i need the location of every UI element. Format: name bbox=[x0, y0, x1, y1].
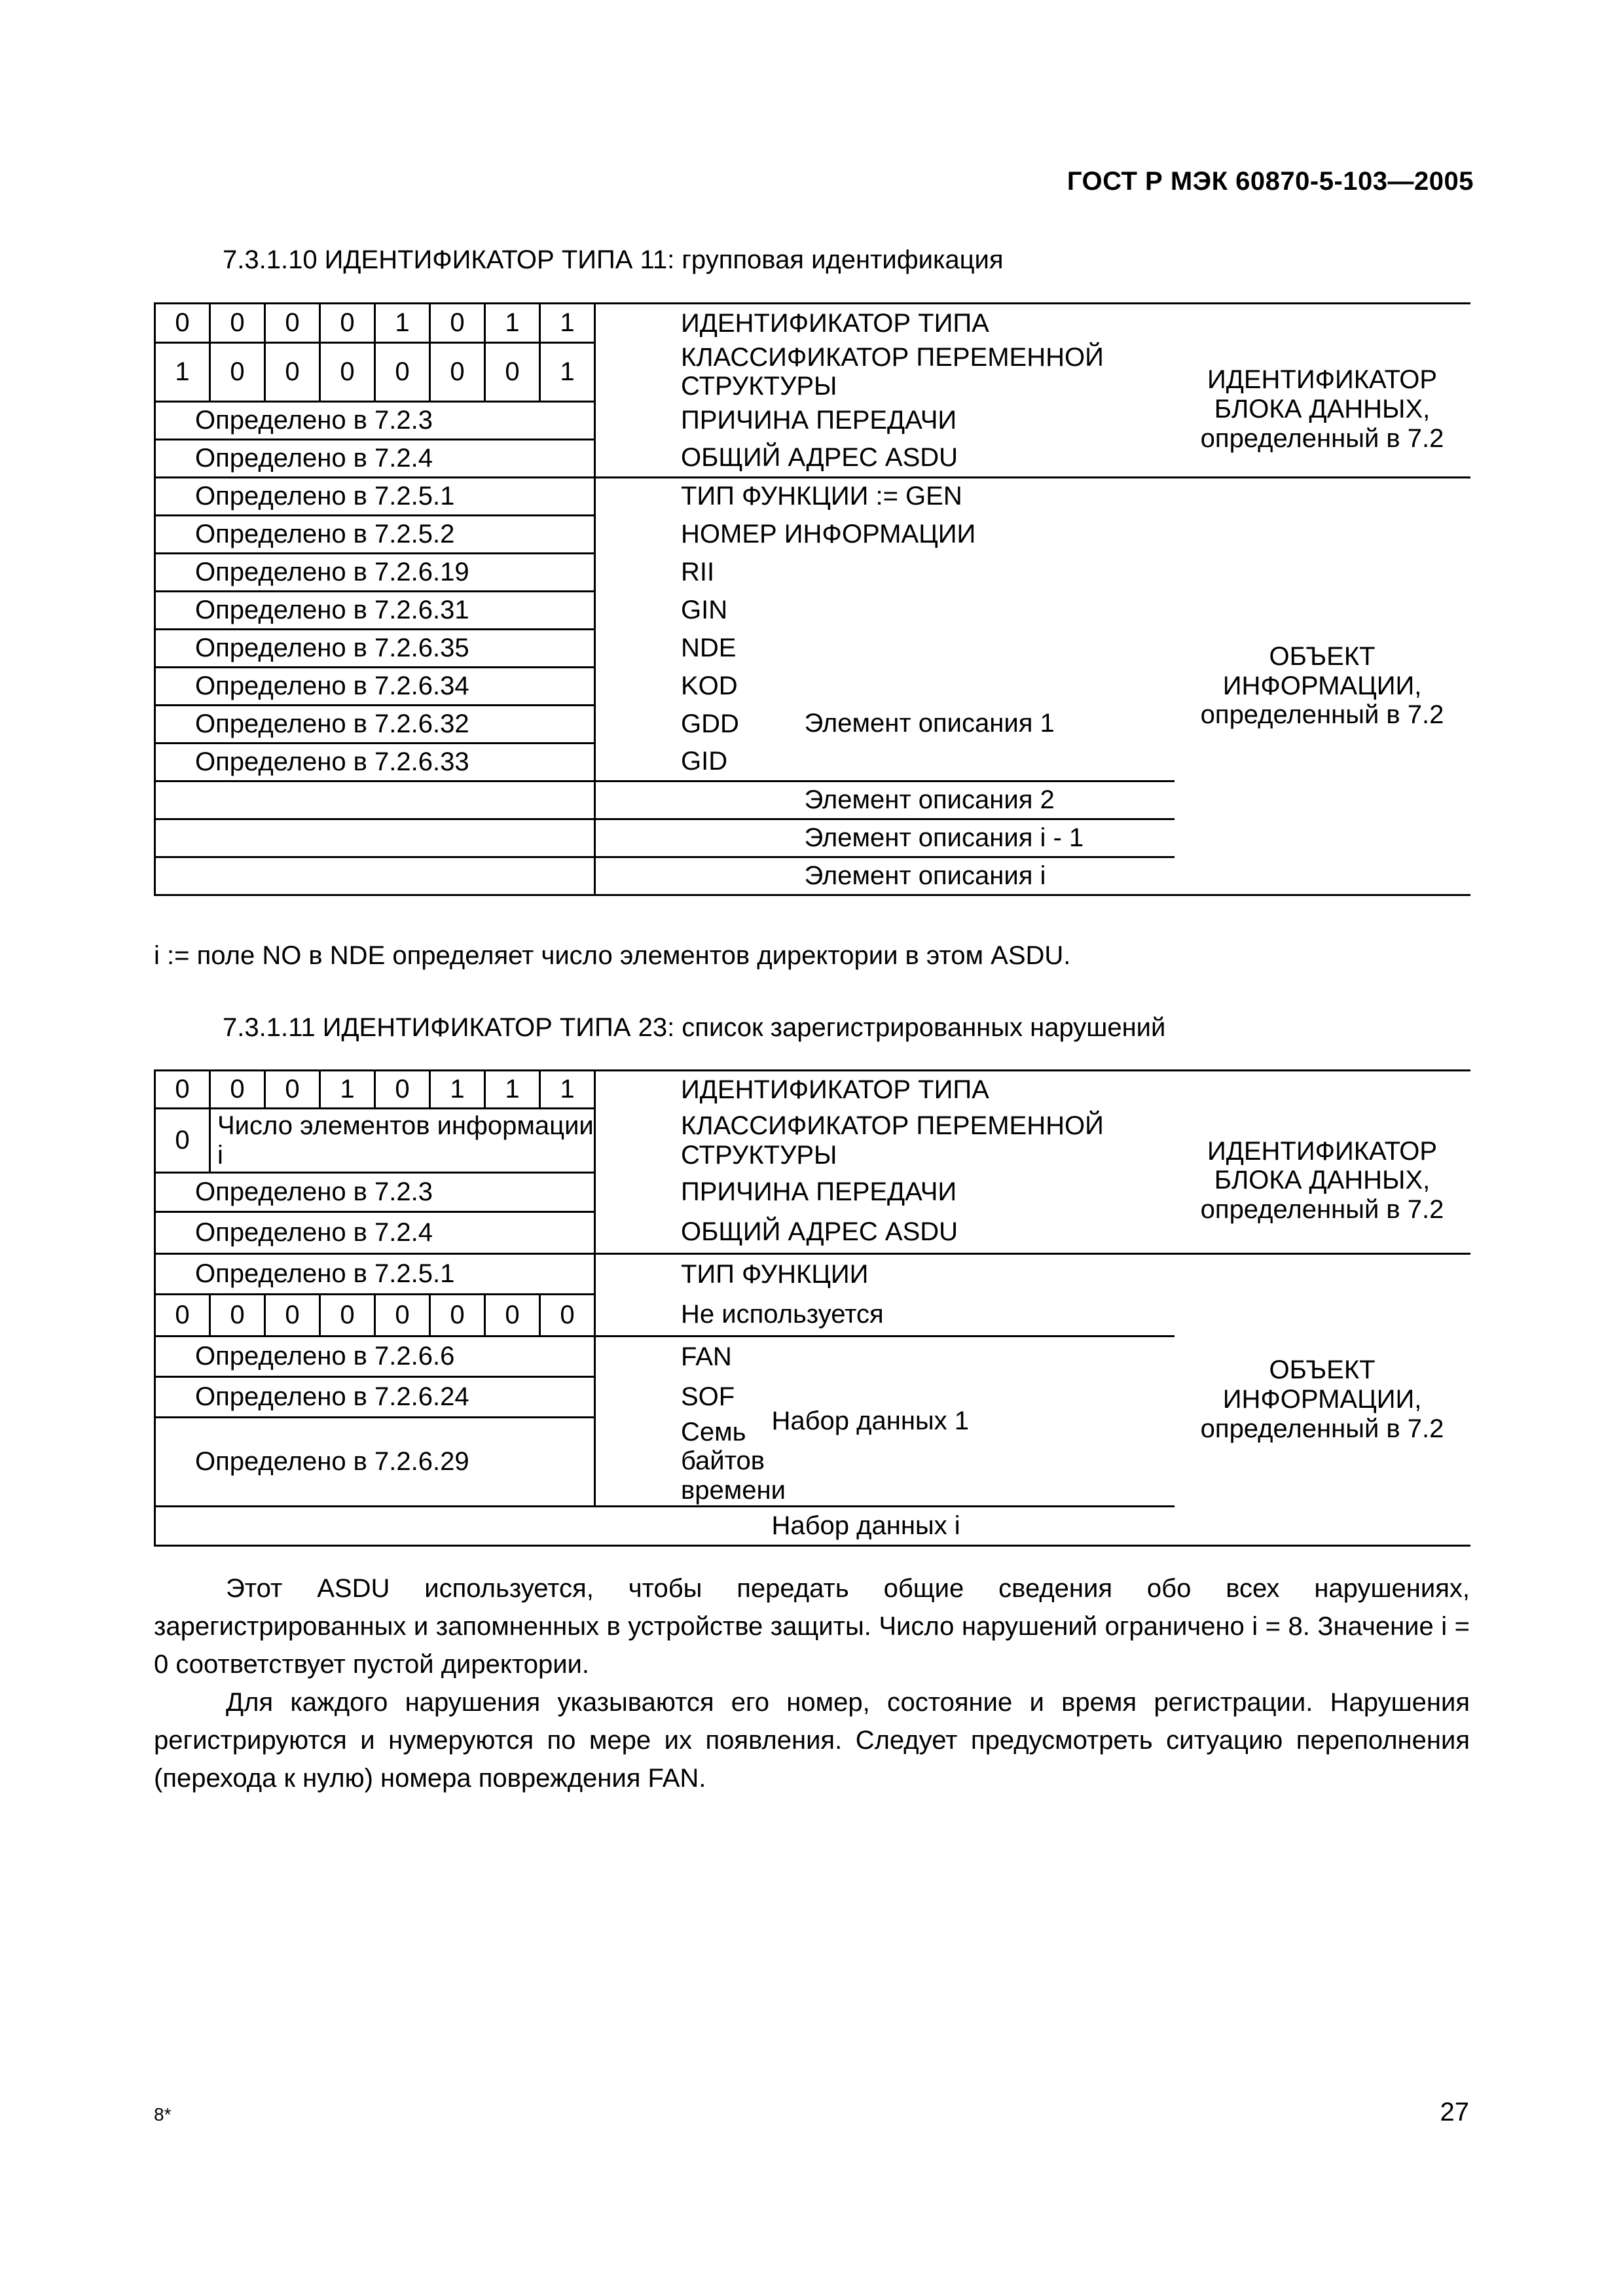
definition-cell: Определено в 7.2.6.24 bbox=[155, 1377, 595, 1418]
bit-cell: 1 bbox=[540, 343, 595, 402]
bit-cell: 0 bbox=[320, 304, 375, 343]
element-description-1: Элемент описания 1 bbox=[804, 708, 1055, 738]
bit-cell: 0 bbox=[540, 1295, 595, 1336]
definition-cell: Определено в 7.2.4 bbox=[155, 439, 595, 477]
field-cot: ПРИЧИНА ПЕРЕДАЧИ bbox=[595, 1173, 1175, 1212]
section-title-type-11: 7.3.1.10 ИДЕНТИФИКАТОР ТИПА 11: групповая идентификация bbox=[223, 245, 1004, 274]
bit-cell: 0 bbox=[265, 1295, 320, 1336]
bit-cell: 1 bbox=[375, 304, 430, 343]
table-row bbox=[155, 1109, 1470, 1173]
field-function-type: ТИП ФУНКЦИИ bbox=[595, 1254, 1175, 1295]
asdu-table-type-11 bbox=[154, 302, 1470, 896]
field-type-id: ИДЕНТИФИКАТОР ТИПА bbox=[595, 1071, 1175, 1109]
bit-cell: 0 bbox=[320, 343, 375, 402]
bit-cell: 0 bbox=[210, 1295, 265, 1336]
bit-cell: 0 bbox=[375, 343, 430, 402]
field-sof: SOF bbox=[595, 1377, 772, 1418]
field-not-used: Не используется bbox=[595, 1295, 1175, 1336]
bit-cell: 0 bbox=[155, 1071, 210, 1109]
field-seven-byte-time: Семь байтов времени bbox=[595, 1418, 772, 1507]
bit-cell: 0 bbox=[155, 304, 210, 343]
table-row bbox=[155, 477, 1470, 515]
field-gin: GIN bbox=[595, 591, 1175, 629]
bit-cell: 1 bbox=[485, 1071, 540, 1109]
table-row bbox=[155, 1071, 1470, 1109]
bit-cell: 0 bbox=[430, 1295, 485, 1336]
dataset-i: Набор данных i bbox=[772, 1506, 1175, 1545]
field-function-type: ТИП ФУНКЦИИ := GEN bbox=[595, 477, 1175, 515]
bit-cell: 0 bbox=[210, 1071, 265, 1109]
bit-cell: 0 bbox=[485, 1295, 540, 1336]
bit-cell: 1 bbox=[540, 1071, 595, 1109]
definition-cell: Определено в 7.2.3 bbox=[155, 1173, 595, 1212]
definition-cell: Определено в 7.2.6.31 bbox=[155, 591, 595, 629]
note-i-definition: i := поле NO в NDE определяет число элементов директории в этом ASDU. bbox=[154, 941, 1071, 970]
field-common-address: ОБЩИЙ АДРЕС ASDU bbox=[595, 1212, 1175, 1254]
bit-cell: 0 bbox=[430, 304, 485, 343]
bit-cell: 1 bbox=[540, 304, 595, 343]
definition-cell: Определено в 7.2.3 bbox=[155, 401, 595, 439]
document-header: ГОСТ Р МЭК 60870-5-103—2005 bbox=[1067, 167, 1474, 196]
definition-cell: Определено в 7.2.6.35 bbox=[155, 629, 595, 667]
definition-cell: Определено в 7.2.6.34 bbox=[155, 667, 595, 705]
bit-cell: 0 bbox=[485, 343, 540, 402]
field-vsq: КЛАССИФИКАТОР ПЕРЕМЕННОЙ СТРУКТУРЫ bbox=[595, 343, 1175, 402]
field-type-id: ИДЕНТИФИКАТОР ТИПА bbox=[595, 304, 1175, 343]
definition-cell: Определено в 7.2.6.6 bbox=[155, 1336, 595, 1377]
definition-cell: Определено в 7.2.4 bbox=[155, 1212, 595, 1254]
bit-cell: 0 bbox=[430, 343, 485, 402]
definition-cell: Определено в 7.2.6.19 bbox=[155, 553, 595, 591]
bit-cell: 0 bbox=[375, 1071, 430, 1109]
bit-cell: 0 bbox=[375, 1295, 430, 1336]
dataset-1: Набор данных 1 bbox=[772, 1336, 1175, 1507]
definition-cell: Определено в 7.2.5.1 bbox=[155, 477, 595, 515]
element-count-cell: Число элементов информации i bbox=[210, 1109, 595, 1173]
bit-cell: 0 bbox=[155, 1295, 210, 1336]
definition-cell: Определено в 7.2.6.33 bbox=[155, 743, 595, 781]
field-gdd: GDD bbox=[595, 705, 805, 743]
group-data-unit-id: ИДЕНТИФИКАТОР БЛОКА ДАННЫХ, определенный в 7.2 bbox=[1175, 343, 1470, 478]
paragraph-fault-registration: Для каждого нарушения указываются его номер, состояние и время регистрации. Нарушения регистрируются и нумеруются по мере их появления. Следует предусмотреть ситуацию переполнения (перехода к нулю) номера повреждения FAN. bbox=[154, 1688, 1470, 1793]
bit-cell: 0 bbox=[155, 1109, 210, 1173]
field-fan: FAN bbox=[595, 1336, 772, 1377]
field-information-number: НОМЕР ИНФОРМАЦИИ bbox=[595, 515, 1175, 553]
definition-cell: Определено в 7.2.6.29 bbox=[155, 1418, 595, 1507]
table-row bbox=[155, 1254, 1470, 1295]
definition-cell: Определено в 7.2.5.2 bbox=[155, 515, 595, 553]
field-cot: ПРИЧИНА ПЕРЕДАЧИ bbox=[595, 401, 1175, 439]
group-data-unit-id: ИДЕНТИФИКАТОР БЛОКА ДАННЫХ, определенный в 7.2 bbox=[1175, 1109, 1470, 1254]
table-row bbox=[155, 304, 1470, 343]
bit-cell: 1 bbox=[155, 343, 210, 402]
element-description-i: Элемент описания i bbox=[805, 857, 1175, 895]
field-nde: NDE bbox=[595, 629, 1175, 667]
group-information-object: ОБЪЕКТ ИНФОРМАЦИИ, определенный в 7.2 bbox=[1175, 477, 1470, 895]
bit-cell: 0 bbox=[265, 304, 320, 343]
field-kod: KOD bbox=[595, 667, 805, 705]
element-description-i-minus-1: Элемент описания i - 1 bbox=[805, 819, 1175, 857]
bit-cell: 0 bbox=[210, 343, 265, 402]
bit-cell: 1 bbox=[430, 1071, 485, 1109]
bit-cell: 0 bbox=[210, 304, 265, 343]
bit-cell: 0 bbox=[320, 1295, 375, 1336]
bit-cell: 0 bbox=[265, 1071, 320, 1109]
bit-cell: 1 bbox=[485, 304, 540, 343]
section-title-type-23: 7.3.1.11 ИДЕНТИФИКАТОР ТИПА 23: список зарегистрированных нарушений bbox=[223, 1013, 1166, 1042]
table-row bbox=[155, 343, 1470, 402]
definition-cell: Определено в 7.2.5.1 bbox=[155, 1254, 595, 1295]
group-information-object: ОБЪЕКТ ИНФОРМАЦИИ, определенный в 7.2 bbox=[1175, 1254, 1470, 1546]
element-description-2: Элемент описания 2 bbox=[805, 781, 1175, 819]
field-gid: GID bbox=[595, 743, 805, 781]
page-number: 27 bbox=[1440, 2098, 1469, 2126]
field-rii: RII bbox=[595, 553, 1175, 591]
bit-cell: 0 bbox=[265, 343, 320, 402]
bit-cell: 1 bbox=[320, 1071, 375, 1109]
field-vsq: КЛАССИФИКАТОР ПЕРЕМЕННОЙ СТРУКТУРЫ bbox=[595, 1109, 1175, 1173]
field-common-address: ОБЩИЙ АДРЕС ASDU bbox=[595, 439, 1175, 477]
paragraph-asdu-purpose: Этот ASDU используется, чтобы передать общие сведения обо всех нарушениях, зарегистрированных и запомненных в устройстве защиты. Число нарушений ограничено i = 8. Значение i = 0 соответствует пустой директории. bbox=[154, 1574, 1470, 1679]
footer-signature-mark: 8* bbox=[154, 2104, 172, 2125]
definition-cell: Определено в 7.2.6.32 bbox=[155, 705, 595, 743]
asdu-table-type-23 bbox=[154, 1069, 1470, 1547]
